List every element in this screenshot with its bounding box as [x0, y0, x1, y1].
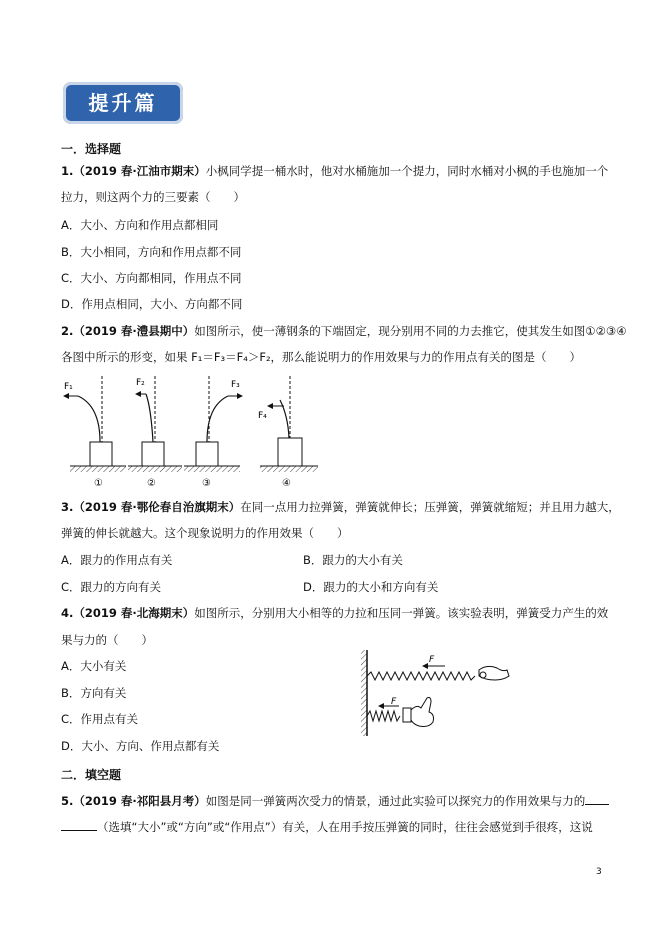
q5-number: 5. — [61, 794, 74, 808]
q3-option-d: D．跟力的大小和方向有关 — [303, 580, 439, 594]
q4-figure — [355, 648, 515, 738]
section-title-fill: 二．填空题 — [61, 768, 122, 782]
q2-source: （2019 春·澧县期中） — [73, 324, 195, 338]
q3-line1 — [61, 499, 620, 515]
q2-label-1: ① — [94, 478, 103, 488]
q1-option-d: D．作用点相同，大小、方向都不同 — [61, 297, 243, 311]
q1-line2: 拉力，则这两个力的三要素（ ） — [61, 190, 245, 204]
q4-line1 — [61, 605, 608, 621]
q4-option-c: C．作用点有关 — [61, 712, 139, 726]
q1-number: 1. — [61, 164, 74, 178]
section-title-choice: 一．选择题 — [61, 142, 122, 156]
q3-text1: 在同一点用力拉弹簧，弹簧就伸长；压弹簧，弹簧就缩短；并且用力越大， — [240, 500, 620, 514]
q4-text1: 如图所示，分别用大小相等的力拉和压同一弹簧。该实验表明，弹簧受力产生的效 — [194, 606, 609, 620]
q2-force-f1: F₁ — [64, 382, 73, 392]
q2-panel-4 — [258, 376, 318, 488]
q4-force-bottom: F — [391, 697, 397, 707]
q2-force-f2: F₂ — [136, 378, 145, 388]
q5-line1 — [61, 792, 609, 809]
q4-number: 4. — [61, 606, 74, 620]
q2-label-2: ② — [147, 478, 156, 488]
q4-pushing-hand-icon — [411, 698, 434, 727]
q1-option-a: A．大小、方向和作用点都相同 — [61, 218, 219, 232]
q2-line1 — [61, 323, 627, 339]
q1-text1: 小枫同学提一桶水时，他对水桶施加一个提力，同时水桶对小枫的手也施加一个 — [205, 164, 609, 178]
q5-source: （2019 春·祁阳县月考） — [73, 794, 206, 808]
q3-option-b: B．跟力的大小有关 — [303, 553, 403, 567]
q5-answer-blank-part2[interactable] — [61, 818, 97, 831]
q5-text2: （选填“大小”或“方向”或“作用点”）有关，人在用手按压弹簧的同时，往往会感觉到手很疼，这说 — [97, 820, 593, 834]
q4-option-a: A．大小有关 — [61, 659, 127, 673]
q1-option-c: C．大小、方向都相同，作用点不同 — [61, 271, 242, 285]
q2-figure — [56, 372, 326, 488]
q4-option-d: D．大小、方向、作用点都有关 — [61, 739, 220, 753]
page-number: 3 — [596, 867, 602, 877]
q2-label-3: ③ — [202, 478, 211, 488]
q5-line2 — [61, 818, 593, 835]
q1-source: （2019 春·江油市期末） — [73, 164, 206, 178]
q2-number: 2. — [61, 324, 74, 338]
q4-source: （2019 春·北海期末） — [73, 606, 195, 620]
q4-force-top: F — [429, 655, 435, 665]
q2-force-f3: F₃ — [231, 380, 240, 390]
q3-option-c: C．跟力的方向有关 — [61, 580, 162, 594]
q2-line2: 各图中所示的形变，如果 F₁＝F₃＝F₄＞F₂，那么能说明力的作用效果与力的作用点有关的图是（ ） — [61, 350, 582, 364]
q4-option-b: B．方向有关 — [61, 686, 127, 700]
q4-pulling-hand-icon — [479, 666, 509, 680]
q3-line2: 弹簧的伸长就越大。这个现象说明力的作用效果（ ） — [61, 526, 349, 540]
q5-text1: 如图是同一弹簧两次受力的情景，通过此实验可以探究力的作用效果与力的 — [205, 794, 586, 808]
q1-option-b: B．大小相同，方向和作用点都不同 — [61, 245, 242, 259]
q4-stretched-spring — [367, 672, 475, 680]
q3-source: （2019 春·鄂伦春自治旗期末） — [73, 500, 241, 514]
q2-force-f4: F₄ — [258, 411, 267, 421]
q2-label-4: ④ — [282, 478, 291, 488]
badge-title: 提升篇 — [88, 91, 158, 115]
q1-line1 — [61, 163, 608, 179]
section-badge — [63, 82, 183, 124]
q2-text1: 如图所示，使一薄钢条的下端固定，现分别用不同的力去推它，使其发生如图①②③④ — [194, 324, 627, 338]
q2-panel-2 — [128, 376, 182, 488]
q3-option-a: A．跟力的作用点有关 — [61, 553, 173, 567]
q5-answer-blank-part1[interactable] — [585, 792, 609, 805]
q2-panel-3 — [184, 376, 242, 488]
q2-panel-1 — [64, 376, 126, 488]
q4-line2: 果与力的（ ） — [61, 633, 153, 647]
q4-compressed-spring — [367, 708, 411, 722]
q3-number: 3. — [61, 500, 74, 514]
